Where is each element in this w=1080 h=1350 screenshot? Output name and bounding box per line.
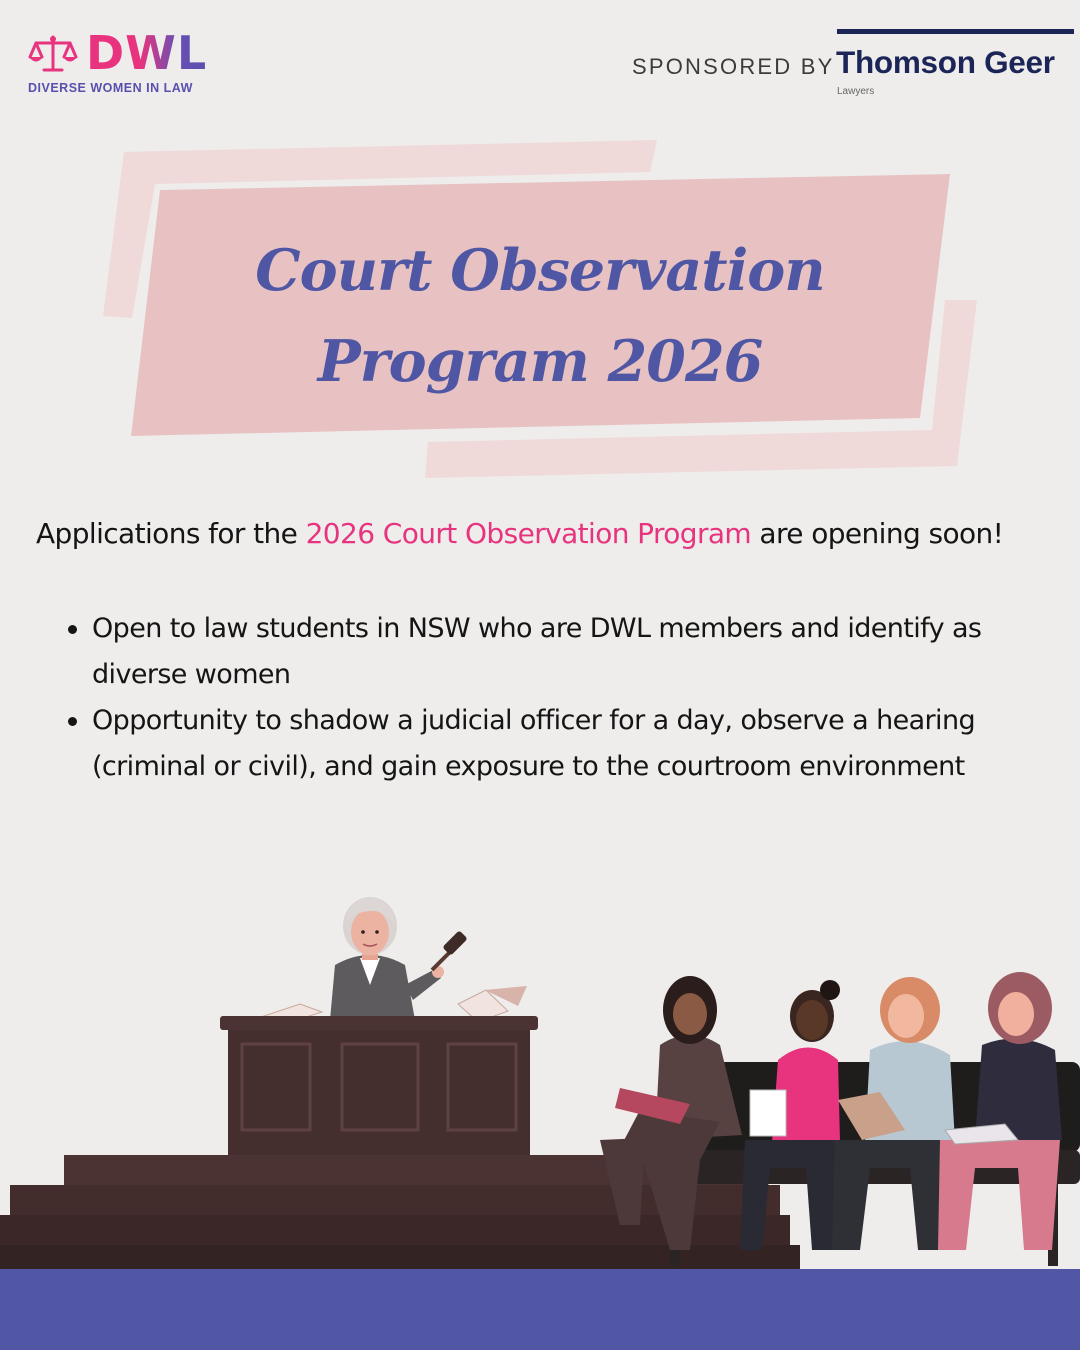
bullet-dot-icon: [68, 625, 77, 634]
title-line-1: Court Observation: [255, 237, 825, 304]
intro-before: Applications for the: [36, 517, 306, 550]
list-item: [68, 698, 1028, 790]
sponsor-logo-rule: [837, 29, 1074, 34]
scales-of-justice-icon: [28, 35, 78, 73]
list-item-line-2: diverse women: [92, 659, 291, 690]
courtroom-illustration: [0, 880, 1080, 1270]
bullet-dot-icon: [68, 717, 77, 726]
list-item-line-2: (criminal or civil), and gain exposure to the courtroom environment: [92, 751, 965, 782]
sponsor-logo-name: Thomson Geer: [836, 44, 1055, 80]
intro-highlight: 2026 Court Observation Program: [305, 517, 752, 550]
judge-figure: [330, 897, 444, 1020]
intro-text: [36, 514, 1003, 554]
sponsored-by-label: SPONSORED BY: [632, 54, 835, 79]
list-item-line-1: Open to law students in NSW who are DWL members and identify as: [92, 613, 982, 644]
observer-3: [832, 977, 955, 1250]
program-title: [140, 225, 940, 407]
list-item-line-1: Opportunity to shadow a judicial officer for a day, observe a hearing: [92, 705, 975, 736]
eligibility-list: [68, 606, 1028, 790]
gavel-icon: [432, 930, 468, 970]
logo-subtitle: DIVERSE WOMEN IN LAW: [28, 81, 193, 95]
footer-band: [0, 1269, 1080, 1350]
intro-after: are opening soon!: [751, 517, 1004, 550]
title-line-2: Program 2026: [317, 328, 763, 395]
dwl-logo: [28, 26, 228, 100]
list-item: [68, 606, 1028, 698]
sponsor-logo-tagline: Lawyers: [837, 86, 875, 97]
logo-wordmark: DWL: [86, 26, 208, 80]
